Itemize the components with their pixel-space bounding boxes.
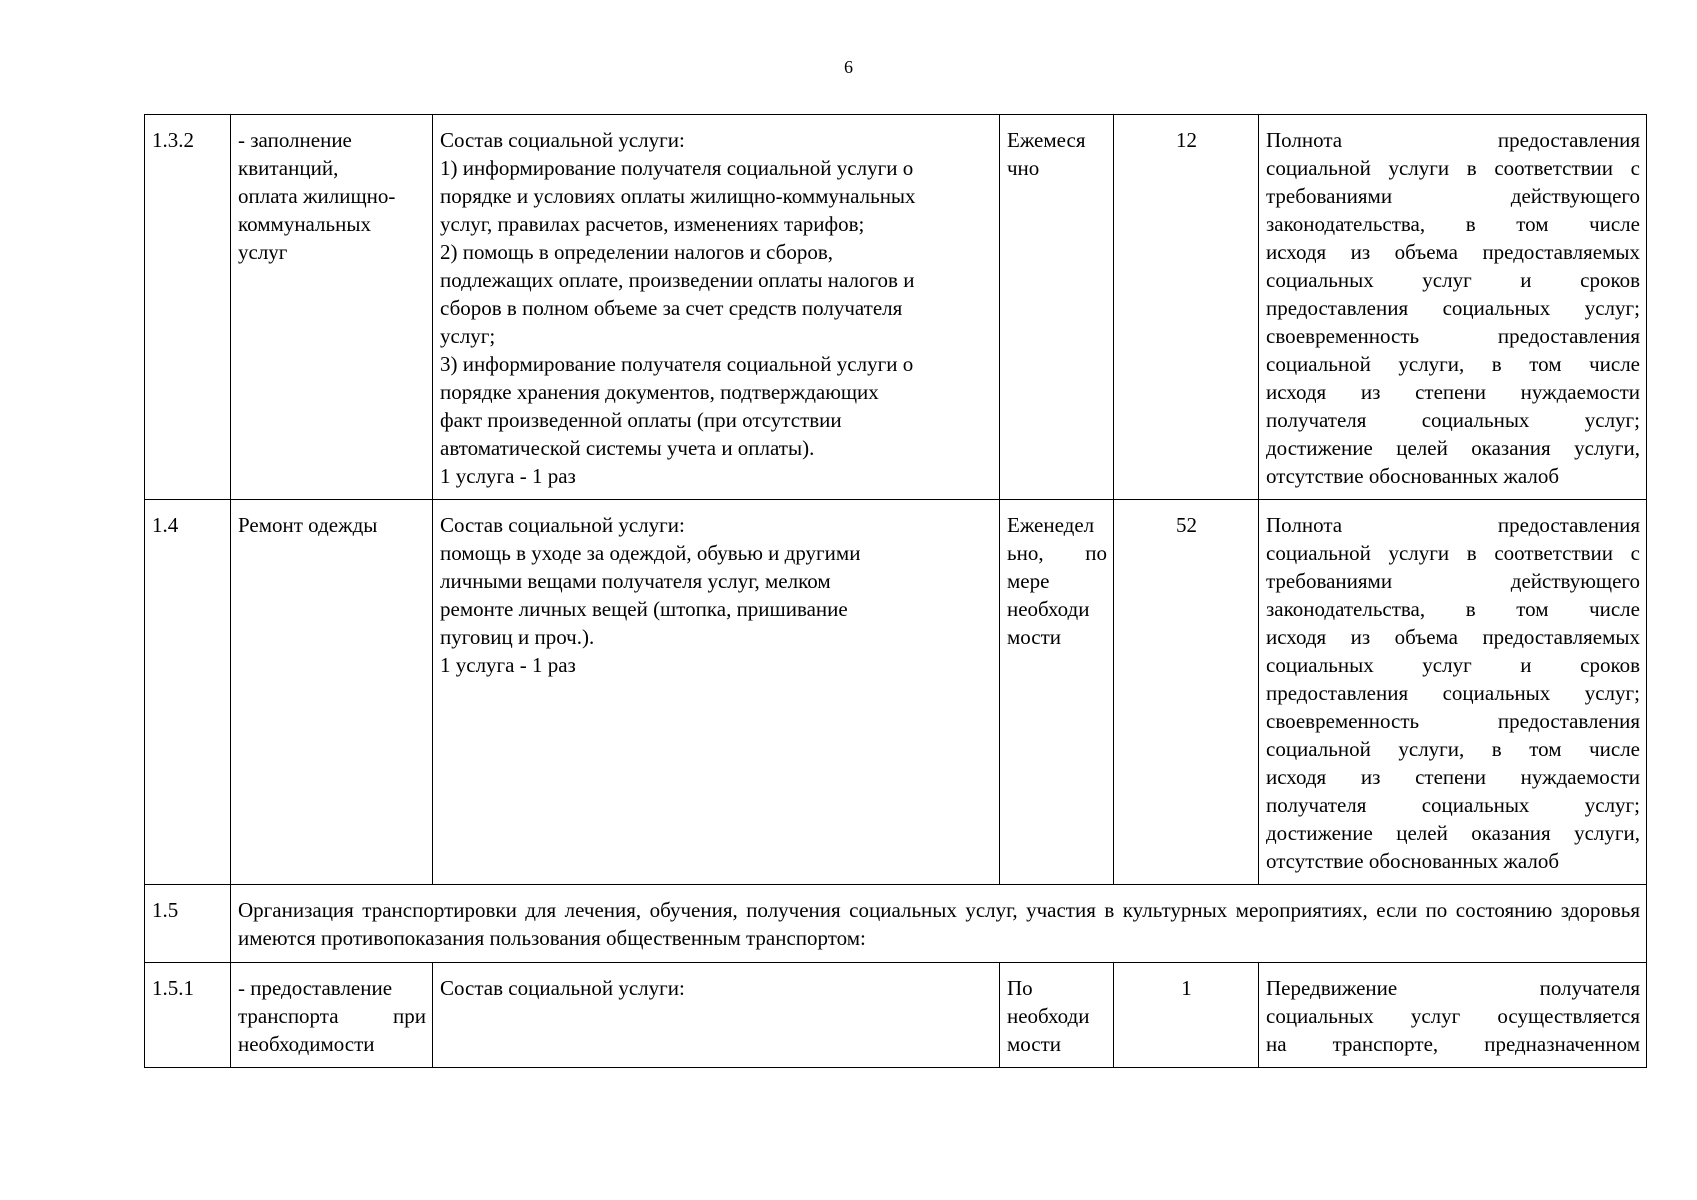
criteria-line: Передвижение получателя — [1266, 976, 1640, 1000]
criteria-line: законодательства, в том числе — [1266, 597, 1640, 621]
service-content-cell — [433, 963, 1000, 1068]
count-cell: 1 — [1114, 963, 1259, 1068]
criteria-line: социальных услуг и сроков — [1266, 653, 1640, 677]
service-name-line: коммунальных — [238, 212, 371, 236]
service-content-cell — [433, 115, 1000, 500]
table-row-1-4 — [145, 500, 1647, 885]
criteria-line: достижение целей оказания услуги, — [1266, 821, 1640, 845]
content-line: ремонте личных вещей (штопка, пришивание — [440, 597, 848, 621]
content-line: факт произведенной оплаты (при отсутствии — [440, 408, 842, 432]
period-line: мере — [1007, 569, 1050, 593]
table-row-1-3-2 — [145, 115, 1647, 500]
period-line: ьно, по — [1007, 541, 1107, 565]
period-cell — [1000, 500, 1114, 885]
criteria-line: социальной услуги в соответствии с — [1266, 156, 1640, 180]
page-number: 6 — [844, 57, 853, 77]
content-line: подлежащих оплате, произведении оплаты налогов и — [440, 268, 915, 292]
criteria-line: исходя из объема предоставляемых — [1266, 240, 1640, 264]
criteria-line: своевременность предоставления — [1266, 324, 1640, 348]
service-name-cell — [231, 963, 433, 1068]
criteria-line: получателя социальных услуг; — [1266, 408, 1640, 432]
period-line: необходи — [1007, 597, 1090, 621]
criteria-cell — [1259, 963, 1647, 1068]
service-name-line: оплата жилищно- — [238, 184, 396, 208]
content-line: 1 услуга - 1 раз — [440, 464, 576, 488]
services-table — [144, 114, 1647, 1068]
criteria-cell — [1259, 500, 1647, 885]
criteria-line: исходя из степени нуждаемости — [1266, 380, 1640, 404]
count-cell: 52 — [1114, 500, 1259, 885]
row-number: 1.5 — [145, 885, 231, 963]
criteria-line: социальных услуг и сроков — [1266, 268, 1640, 292]
content-line: пуговиц и проч.). — [440, 625, 595, 649]
section-heading-cell: Организация транспортировки для лечения, обучения, получения социальных услуг, участия в культурных мероприятиях, если по состоянию здоровья имеются противопоказания пользования общественным транспортом: — [231, 885, 1647, 963]
criteria-line: социальной услуги, в том числе — [1266, 737, 1640, 761]
criteria-line: законодательства, в том числе — [1266, 212, 1640, 236]
content-line: порядке хранения документов, подтверждающих — [440, 380, 879, 404]
criteria-line: социальной услуги в соответствии с — [1266, 541, 1640, 565]
table-row-1-5 — [145, 885, 1647, 963]
content-line: помощь в уходе за одеждой, обувью и другими — [440, 541, 861, 565]
period-line: По — [1007, 976, 1033, 1000]
period-line: Ежемеся — [1007, 128, 1086, 152]
service-name-line: - предоставление — [238, 976, 393, 1000]
period-line: мости — [1007, 625, 1062, 649]
period-line: чно — [1007, 156, 1040, 180]
row-number: 1.4 — [145, 500, 231, 885]
criteria-line: отсутствие обоснованных жалоб — [1266, 849, 1560, 873]
row-number: 1.3.2 — [145, 115, 231, 500]
criteria-line: на транспорте, предназначенном — [1266, 1032, 1640, 1056]
content-line: услуг, правилах расчетов, изменениях тарифов; — [440, 212, 865, 236]
criteria-line: требованиями действующего — [1266, 569, 1640, 593]
criteria-line: предоставления социальных услуг; — [1266, 681, 1640, 705]
content-line: 1 услуга - 1 раз — [440, 653, 576, 677]
content-line: Состав социальной услуги: — [440, 128, 685, 152]
content-line: 3) информирование получателя социальной услуги о — [440, 352, 914, 376]
content-line: Состав социальной услуги: — [440, 513, 685, 537]
service-name-line: - заполнение — [238, 128, 352, 152]
period-line: необходи — [1007, 1004, 1090, 1028]
period-line: Еженедел — [1007, 513, 1095, 537]
service-name-line: квитанций, — [238, 156, 339, 180]
criteria-line: отсутствие обоснованных жалоб — [1266, 464, 1560, 488]
criteria-line: требованиями действующего — [1266, 184, 1640, 208]
criteria-line: Полнота предоставления — [1266, 513, 1640, 537]
content-line: личными вещами получателя услуг, мелком — [440, 569, 831, 593]
criteria-line: своевременность предоставления — [1266, 709, 1640, 733]
content-line: сборов в полном объеме за счет средств получателя — [440, 296, 903, 320]
period-cell — [1000, 963, 1114, 1068]
period-cell — [1000, 115, 1114, 500]
content-line: автоматической системы учета и оплаты). — [440, 436, 815, 460]
service-name-cell — [231, 500, 433, 885]
row-number: 1.5.1 — [145, 963, 231, 1068]
content-line: Состав социальной услуги: — [440, 976, 685, 1000]
criteria-line: исходя из объема предоставляемых — [1266, 625, 1640, 649]
content-line: порядке и условиях оплаты жилищно-коммунальных — [440, 184, 916, 208]
service-name-line: услуг — [238, 240, 288, 264]
criteria-line: социальной услуги, в том числе — [1266, 352, 1640, 376]
service-name-cell — [231, 115, 433, 500]
service-content-cell — [433, 500, 1000, 885]
service-name-line: необходимости — [238, 1032, 375, 1056]
content-line: услуг; — [440, 324, 496, 348]
period-line: мости — [1007, 1032, 1062, 1056]
criteria-line: исходя из степени нуждаемости — [1266, 765, 1640, 789]
criteria-line: социальных услуг осуществляется — [1266, 1004, 1640, 1028]
criteria-line: Полнота предоставления — [1266, 128, 1640, 152]
criteria-line: предоставления социальных услуг; — [1266, 296, 1640, 320]
criteria-line: получателя социальных услуг; — [1266, 793, 1640, 817]
table-row-1-5-1 — [145, 963, 1647, 1068]
count-cell: 12 — [1114, 115, 1259, 500]
content-line: 1) информирование получателя социальной услуги о — [440, 156, 914, 180]
criteria-line: достижение целей оказания услуги, — [1266, 436, 1640, 460]
content-line: 2) помощь в определении налогов и сборов, — [440, 240, 833, 264]
criteria-cell — [1259, 115, 1647, 500]
service-name-line: Ремонт одежды — [238, 513, 378, 537]
service-name-line: транспорта при — [238, 1004, 426, 1028]
